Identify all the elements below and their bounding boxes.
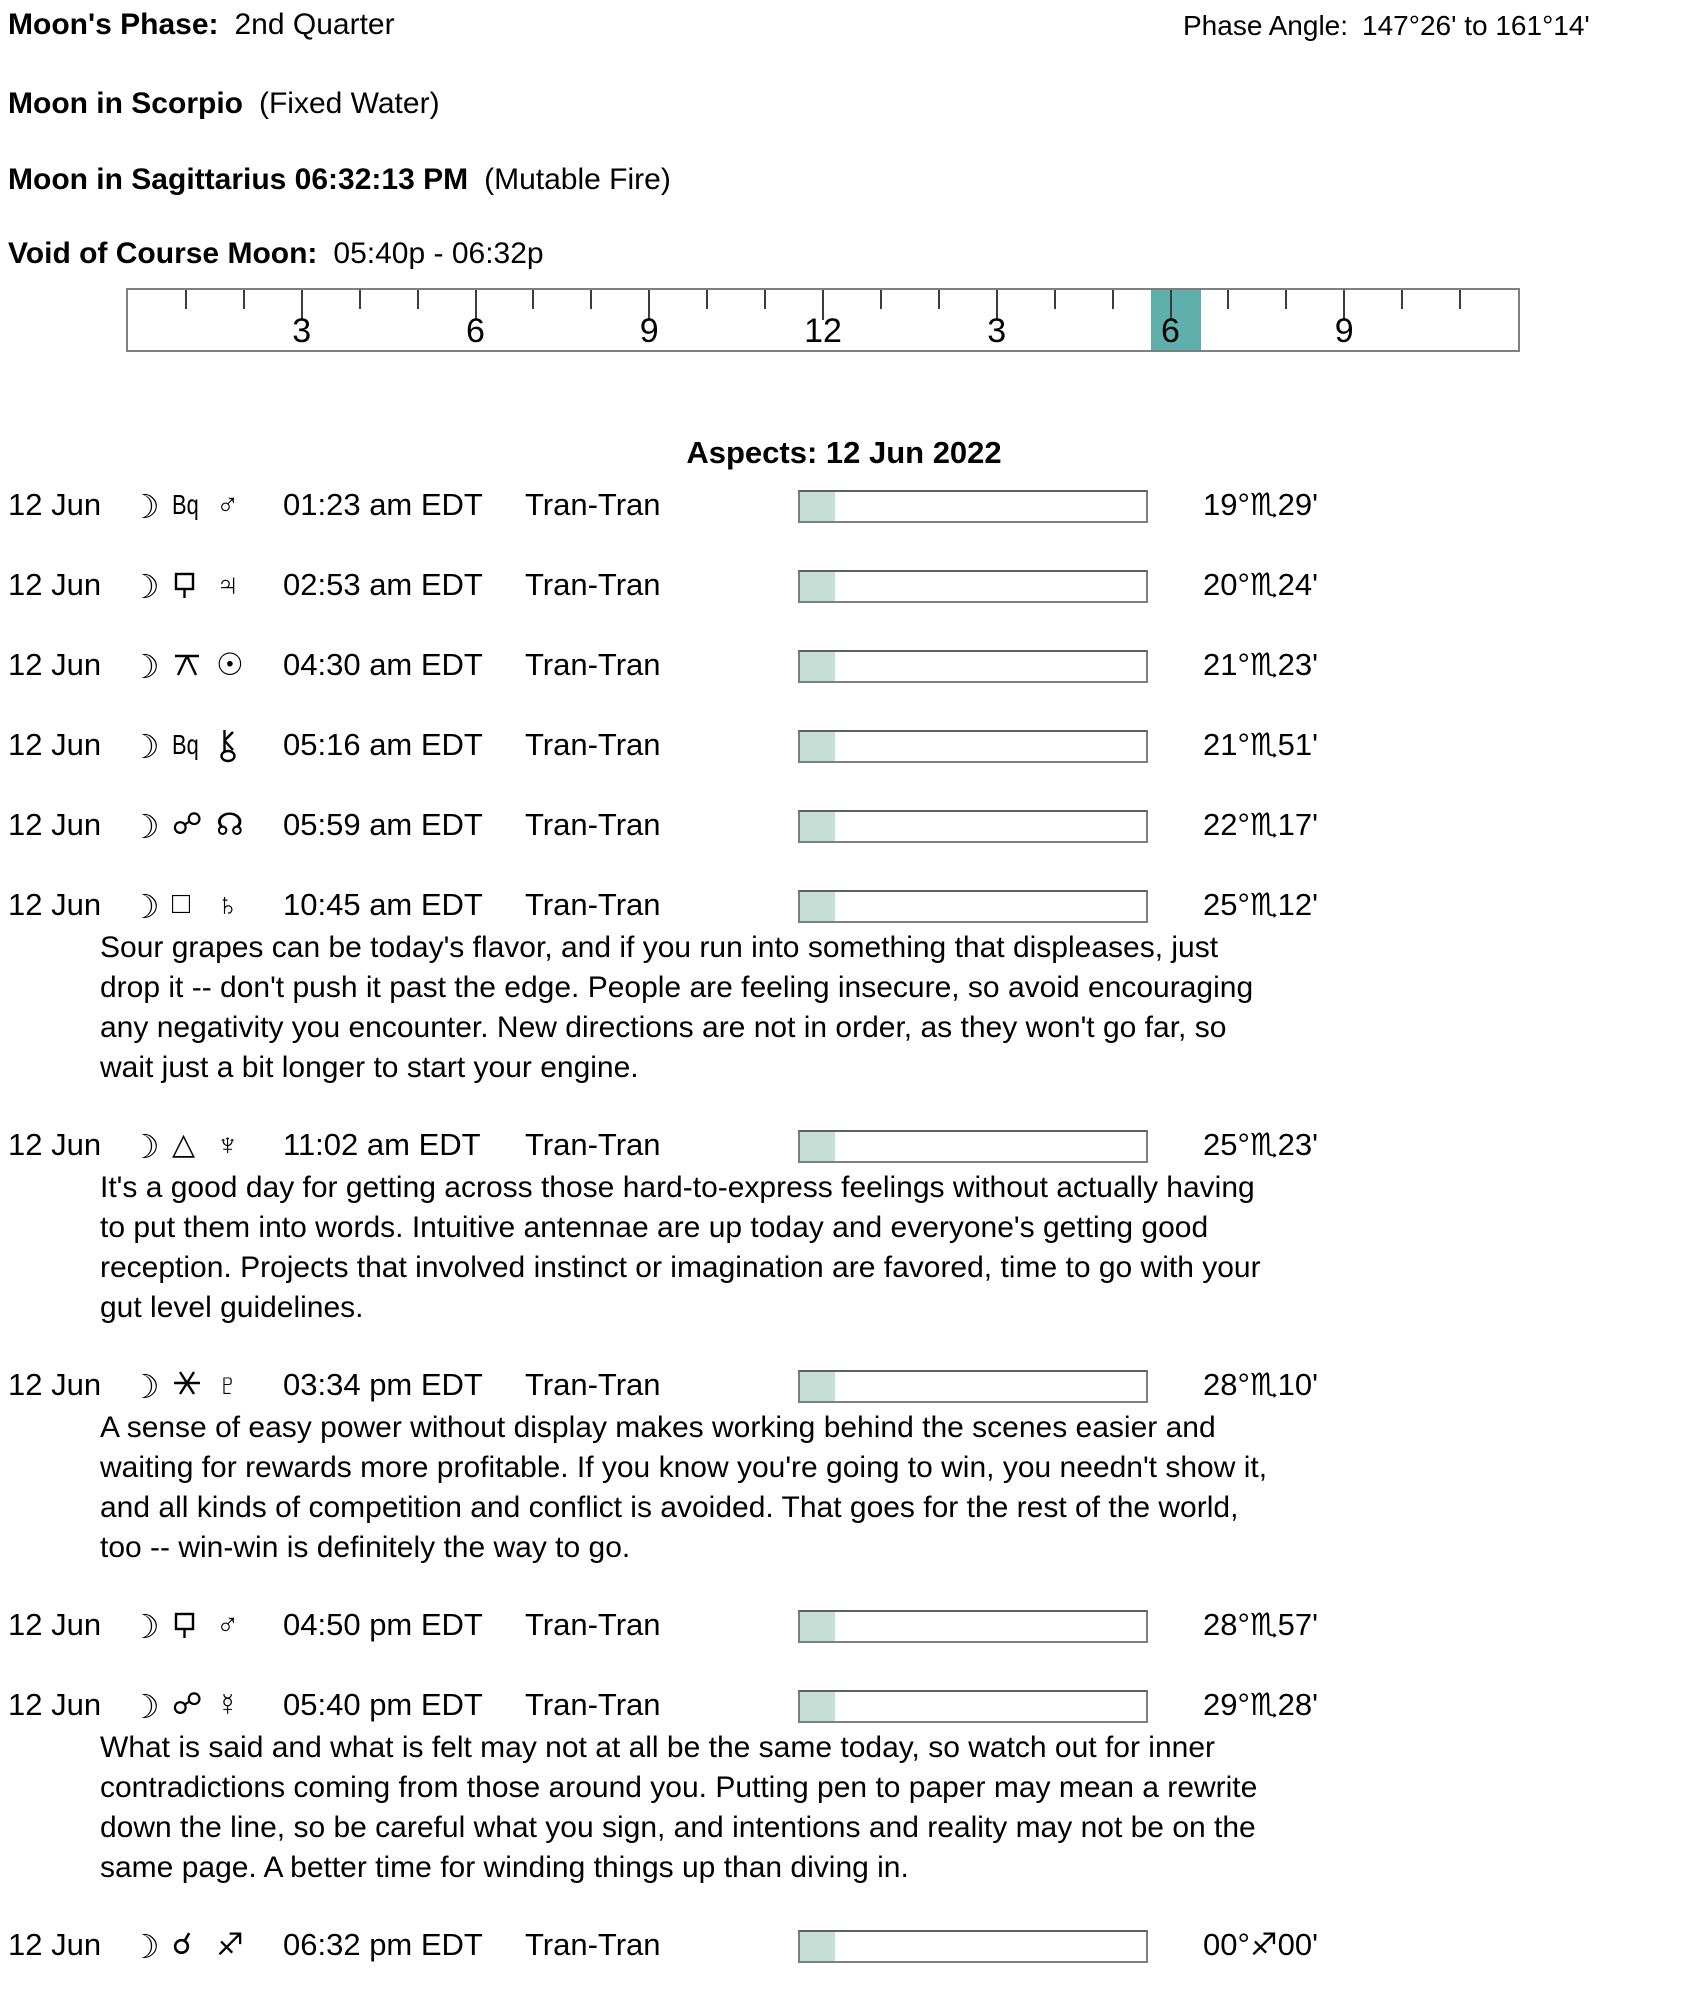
orb-progress-fill <box>800 492 835 521</box>
ruler-hour-label: 6 <box>466 312 485 350</box>
quintile-icon <box>172 567 198 603</box>
aspect-date: 12 Jun <box>8 887 102 922</box>
orb-progress-bar <box>798 810 1148 843</box>
day-timeline-ruler <box>126 288 1520 352</box>
orb-progress-bar <box>798 1690 1148 1723</box>
moon-position: 20°♏24' <box>1203 567 1319 602</box>
moon-icon: ☽ <box>130 1368 160 1405</box>
moon-position: 19°♏29' <box>1203 487 1319 522</box>
aspect-time: 05:40 pm EDT <box>283 1687 483 1722</box>
orb-progress-bar <box>798 1930 1148 1963</box>
ruler-tick <box>417 290 419 309</box>
jupiter-icon: ♃ <box>216 567 240 602</box>
moon-icon: ☽ <box>130 808 160 845</box>
aspect-time: 10:45 am EDT <box>283 887 483 922</box>
aspect-date: 12 Jun <box>8 1687 102 1722</box>
moon-sign-next-line <box>8 163 671 197</box>
aspect-row <box>0 1607 1688 1651</box>
aspect-date: 12 Jun <box>8 1607 102 1642</box>
ruler-tick <box>1227 290 1229 309</box>
ruler-tick <box>1054 290 1056 309</box>
ruler-tick <box>532 290 534 309</box>
ruler-tick <box>880 290 882 309</box>
biquintile-symbol: Bq <box>172 729 199 760</box>
orb-progress-fill <box>800 1692 835 1721</box>
mercury-icon: ☿ <box>216 1687 240 1722</box>
aspect-kind: Tran-Tran <box>525 1607 661 1642</box>
moon-icon: ☽ <box>130 728 160 765</box>
aspect-date: 12 Jun <box>8 1367 102 1402</box>
moon-position: 21°♏23' <box>1203 647 1319 682</box>
moon-position: 28°♏57' <box>1203 1607 1319 1642</box>
orb-progress-fill <box>800 1932 835 1961</box>
orb-progress-bar <box>798 730 1148 763</box>
moon-position: 21°♏51' <box>1203 727 1319 762</box>
aspect-time: 04:30 am EDT <box>283 647 483 682</box>
ruler-tick <box>185 290 187 309</box>
quincunx-icon <box>172 647 202 681</box>
aspect-kind: Tran-Tran <box>525 1687 661 1722</box>
moons-phase-label: Moon's Phase: <box>8 8 219 41</box>
ruler-tick <box>590 290 592 309</box>
aspect-date: 12 Jun <box>8 807 102 842</box>
moon-position: 22°♏17' <box>1203 807 1319 842</box>
orb-progress-bar <box>798 1370 1148 1403</box>
quintile-icon <box>172 1607 198 1643</box>
trine-icon: △ <box>172 1128 196 1161</box>
aspect-date: 12 Jun <box>8 727 102 762</box>
mars-icon: ♂ <box>216 487 240 522</box>
aspect-time: 03:34 pm EDT <box>283 1367 483 1402</box>
phase-angle-label: Phase Angle: <box>1183 10 1349 41</box>
orb-progress-bar <box>798 490 1148 523</box>
aspect-date: 12 Jun <box>8 647 102 682</box>
aspect-row <box>0 487 1688 531</box>
moon-position: 28°♏10' <box>1203 1367 1319 1402</box>
aspect-kind: Tran-Tran <box>525 487 661 522</box>
opposition-icon: ☍ <box>172 808 203 841</box>
ruler-tick <box>1112 290 1114 309</box>
aspect-row <box>0 567 1688 611</box>
pluto-icon: ♇ <box>216 1367 240 1402</box>
ruler-tick <box>764 290 766 309</box>
void-of-course-label: Void of Course Moon: <box>8 237 318 270</box>
aspect-kind: Tran-Tran <box>525 647 661 682</box>
aspect-description: What is said and what is felt may not at all be the same today, so watch out for inner contradictions coming from those around you. Putting pen to paper may mean a rewrite down the line, so be careful what you sign, and intentions and reality may not be on the same page. A better time for winding things up than diving in. <box>100 1731 1258 1884</box>
orb-progress-bar <box>798 1130 1148 1163</box>
aspect-row <box>0 1367 1688 1411</box>
aspect-row <box>0 727 1688 771</box>
orb-progress-bar <box>798 1610 1148 1643</box>
moon-sign-next-value: (Mutable Fire) <box>484 163 671 196</box>
north-node-icon: ☊ <box>216 807 244 842</box>
orb-progress-fill <box>800 732 835 761</box>
aspect-kind: Tran-Tran <box>525 1127 661 1162</box>
moon-icon: ☽ <box>130 888 160 925</box>
aspect-date: 12 Jun <box>8 487 102 522</box>
ruler-hour-label: 3 <box>292 312 312 350</box>
aspect-row <box>0 807 1688 851</box>
void-of-course-line <box>8 237 544 271</box>
void-of-course-value: 05:40p - 06:32p <box>333 237 544 270</box>
ruler-hour-label: 6 <box>1161 312 1180 350</box>
aspect-description: A sense of easy power without display makes working behind the scenes easier and waiting for rewards more profitable. If you know you're going to win, you needn't show it, and all kinds of competition and conflict is avoided. That goes for the rest of the world, too -- win-win is definitely the way to go. <box>100 1411 1268 1564</box>
moon-icon: ☽ <box>130 1608 160 1645</box>
ruler-hour-label: 9 <box>639 312 659 350</box>
chiron-icon <box>216 727 240 765</box>
phase-angle-line <box>1183 10 1590 42</box>
aspect-row <box>0 887 1688 931</box>
phase-angle-value: 147°26' to 161°14' <box>1362 10 1590 41</box>
aspect-time: 06:32 pm EDT <box>283 1927 483 1962</box>
orb-progress-fill <box>800 652 835 681</box>
aspect-time: 05:16 am EDT <box>283 727 483 762</box>
ruler-tick <box>938 290 940 309</box>
orb-progress-bar <box>798 650 1148 683</box>
orb-progress-fill <box>800 812 835 841</box>
ruler-hour-label: 12 <box>804 312 842 350</box>
aspect-time: 11:02 am EDT <box>283 1127 481 1162</box>
sun-icon: ☉ <box>216 647 244 682</box>
orb-progress-fill <box>800 1372 835 1401</box>
aspects-title: Aspects: 12 Jun 2022 <box>686 435 1002 470</box>
moon-sign-current-label: Moon in Scorpio <box>8 87 243 120</box>
moon-icon: ☽ <box>130 1128 160 1165</box>
moon-icon: ☽ <box>130 488 160 525</box>
moons-phase-value: 2nd Quarter <box>234 8 395 41</box>
conjunction-icon: ☌ <box>172 1928 193 1961</box>
aspect-description: It's a good day for getting across those hard-to-express feelings without actually having to put them into words. Intuitive antennae are up today and everyone's getting good reception. Projects that involved instinct or imagination are favored, time to go with your gut level guidelines. <box>100 1171 1261 1324</box>
aspect-description: Sour grapes can be today's flavor, and if you run into something that displeases, just drop it -- don't push it past the edge. People are feeling insecure, so avoid encouraging any negativity you encounter. New directions are not in order, as they won't go far, so wait just a bit longer to start your engine. <box>100 931 1254 1084</box>
square-icon: □ <box>172 887 191 920</box>
orb-progress-fill <box>800 1612 835 1641</box>
aspect-row <box>0 647 1688 691</box>
orb-progress-bar <box>798 570 1148 603</box>
moon-position: 25°♏23' <box>1203 1127 1319 1162</box>
ruler-tick <box>1401 290 1403 309</box>
orb-progress-fill <box>800 572 835 601</box>
aspect-time: 05:59 am EDT <box>283 807 483 842</box>
aspect-time: 04:50 pm EDT <box>283 1607 483 1642</box>
aspect-row <box>0 1927 1688 1971</box>
ruler-tick <box>1285 290 1287 309</box>
aspect-kind: Tran-Tran <box>525 1927 661 1962</box>
ruler-tick <box>706 290 708 309</box>
moon-position: 00°♐00' <box>1203 1927 1319 1962</box>
aspect-time: 02:53 am EDT <box>283 567 483 602</box>
moon-sign-current-line <box>8 87 440 121</box>
aspect-kind: Tran-Tran <box>525 727 661 762</box>
orb-progress-fill <box>800 1132 835 1161</box>
sextile-icon <box>172 1367 202 1401</box>
sagittarius-icon: ♐ <box>216 1927 244 1962</box>
aspect-kind: Tran-Tran <box>525 807 661 842</box>
moons-phase-line <box>8 8 395 42</box>
aspect-time: 01:23 am EDT <box>283 487 483 522</box>
opposition-icon: ☍ <box>172 1688 203 1721</box>
ruler-hour-label: 3 <box>987 312 1007 350</box>
aspect-date: 12 Jun <box>8 1927 102 1962</box>
moon-sign-next-label: Moon in Sagittarius 06:32:13 PM <box>8 163 469 196</box>
moon-icon: ☽ <box>130 1928 160 1965</box>
ruler-tick <box>243 290 245 309</box>
aspect-date: 12 Jun <box>8 567 102 602</box>
moon-icon: ☽ <box>130 648 160 685</box>
aspect-row <box>0 1127 1688 1171</box>
orb-progress-fill <box>800 892 835 921</box>
saturn-icon: ♄ <box>216 887 240 922</box>
aspect-date: 12 Jun <box>8 1127 102 1162</box>
biquintile-symbol: Bq <box>172 489 199 520</box>
aspect-kind: Tran-Tran <box>525 887 661 922</box>
moon-sign-current-value: (Fixed Water) <box>258 87 440 120</box>
aspect-kind: Tran-Tran <box>525 567 661 602</box>
aspect-kind: Tran-Tran <box>525 1367 661 1402</box>
ruler-tick <box>1459 290 1461 309</box>
moon-icon: ☽ <box>130 1688 160 1725</box>
ruler-hour-label: 9 <box>1334 312 1354 350</box>
ruler-tick <box>359 290 361 309</box>
mars-icon: ♂ <box>216 1607 240 1642</box>
moon-position: 25°♏12' <box>1203 887 1319 922</box>
aspect-row <box>0 1687 1688 1731</box>
moon-icon: ☽ <box>130 568 160 605</box>
orb-progress-bar <box>798 890 1148 923</box>
neptune-icon: ♆ <box>216 1127 240 1162</box>
moon-position: 29°♏28' <box>1203 1687 1319 1722</box>
